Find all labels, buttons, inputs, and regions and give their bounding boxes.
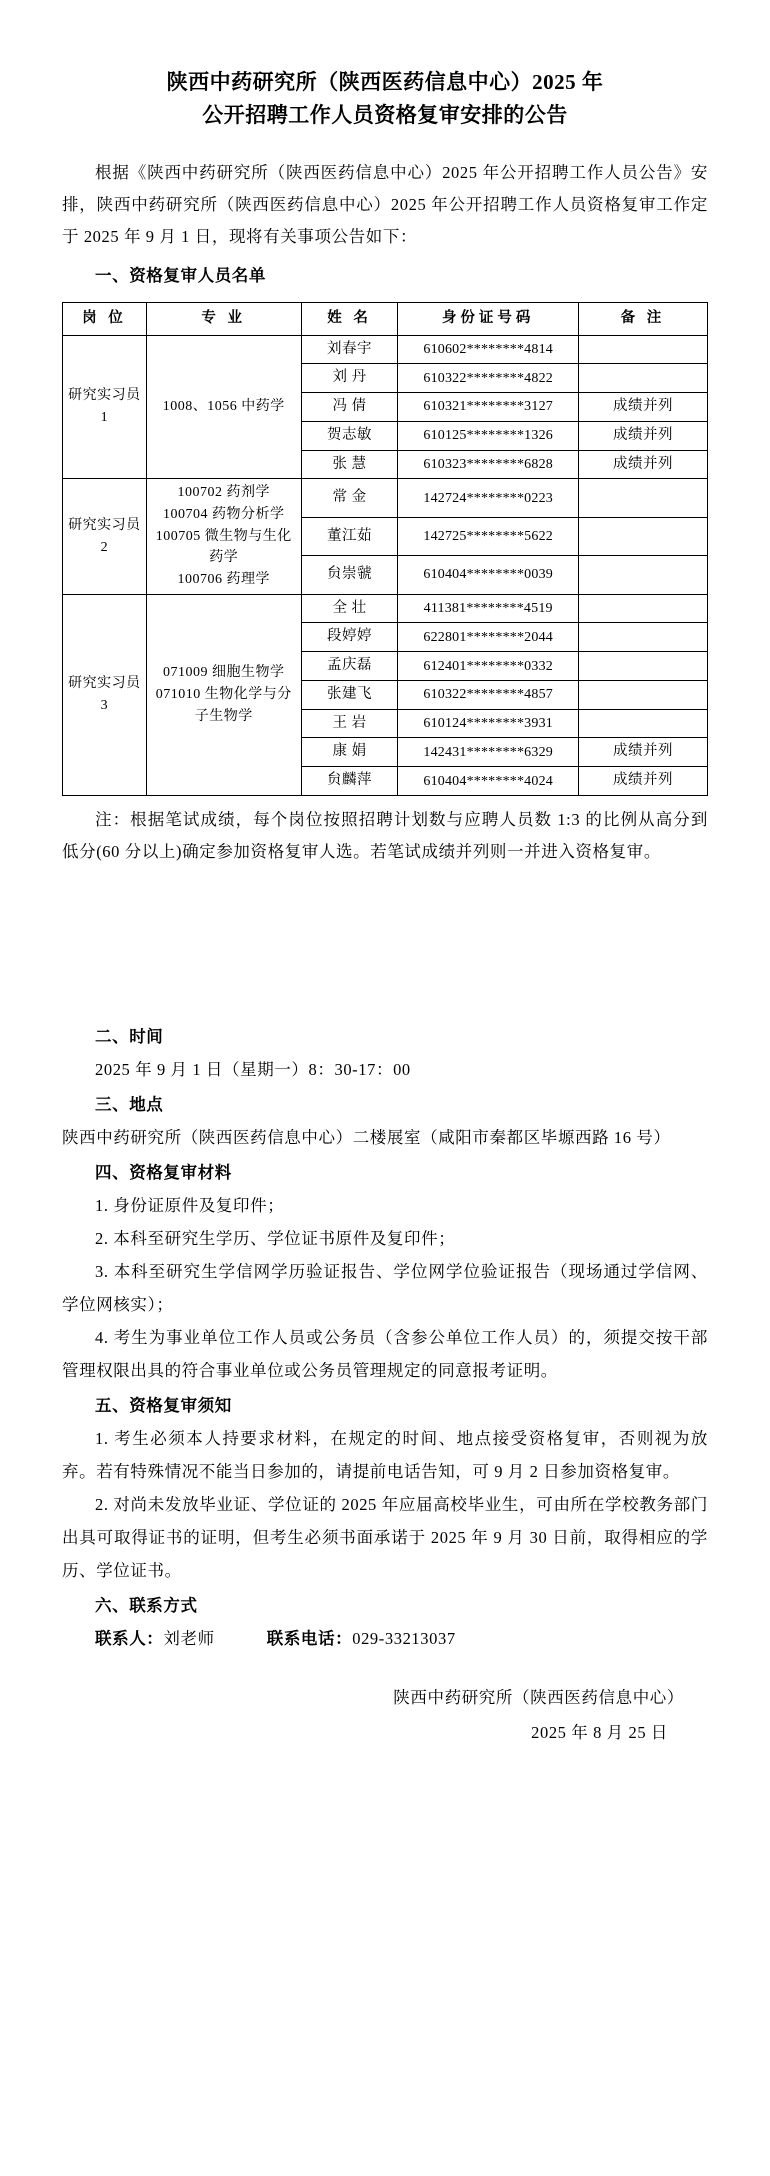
cell-note xyxy=(578,364,707,393)
intro-paragraph: 根据《陕西中药研究所（陕西医药信息中心）2025 年公开招聘工作人员公告》安排，陕西中药研究所（陕西医药信息中心）2025 年公开招聘工作人员资格复审工作定于 2025 年 9 月 1 日，现将有关事项公告如下： xyxy=(62,163,708,247)
section-heading-1: 一、资格复审人员名单 xyxy=(95,265,266,285)
section-heading-2: 二、时间 xyxy=(95,1027,164,1047)
cell-major: 100702 药剂学 100704 药物分析学 100705 微生物与生化药学 100706 药理学 xyxy=(146,479,301,594)
contact-person: 刘老师 xyxy=(163,1629,215,1649)
section-4-item-3: 3. 本科至研究生学信网学历验证报告、学位网学位验证报告（现场通过学信网、学位网核实）； xyxy=(62,1262,708,1315)
cell-note xyxy=(578,652,707,681)
cell-id-number: 622801********2044 xyxy=(398,623,579,652)
cell-id-number: 610321********3127 xyxy=(398,393,579,422)
cell-id-number: 610404********4024 xyxy=(398,767,579,796)
cell-name: 王 岩 xyxy=(301,709,398,738)
cell-id-number: 142724********0223 xyxy=(398,479,579,517)
cell-major: 1008、1056 中药学 xyxy=(146,335,301,479)
cell-name: 冯 倩 xyxy=(301,393,398,422)
cell-name: 贠麟萍 xyxy=(301,767,398,796)
cell-id-number: 610404********0039 xyxy=(398,556,579,595)
table-header-row xyxy=(63,302,708,335)
section-4-item-1: 1. 身份证原件及复印件； xyxy=(95,1196,285,1216)
page-title xyxy=(62,66,708,131)
cell-id-number: 612401********0332 xyxy=(398,652,579,681)
cell-id-number: 411381********4519 xyxy=(398,594,579,623)
cell-note: 成绩并列 xyxy=(578,738,707,767)
section-heading-6: 六、联系方式 xyxy=(95,1596,198,1616)
signature-date: 2025 年 8 月 25 日 xyxy=(531,1722,668,1742)
contact-phone: 029-33213037 xyxy=(352,1629,456,1649)
cell-note: 成绩并列 xyxy=(578,767,707,796)
cell-name: 刘春宇 xyxy=(301,335,398,364)
cell-name: 张 慧 xyxy=(301,450,398,479)
cell-name: 刘 丹 xyxy=(301,364,398,393)
table-header-post: 岗 位 xyxy=(63,302,147,335)
cell-id-number: 142725********5622 xyxy=(398,517,579,555)
cell-name: 董江茹 xyxy=(301,517,398,555)
contact-row xyxy=(62,1622,708,1655)
table-header-note: 备 注 xyxy=(578,302,707,335)
section-3-text: 陕西中药研究所（陕西医药信息中心）二楼展室（咸阳市秦都区毕塬西路 16 号） xyxy=(62,1128,671,1148)
page-title-line-2: 公开招聘工作人员资格复审安排的公告 xyxy=(202,102,568,127)
table-row xyxy=(63,335,708,364)
cell-note xyxy=(578,594,707,623)
contact-phone-label: 联系电话： xyxy=(266,1629,353,1649)
cell-id-number: 610323********6828 xyxy=(398,450,579,479)
cell-name: 贺志敏 xyxy=(301,421,398,450)
cell-note xyxy=(578,556,707,595)
cell-name: 康 娟 xyxy=(301,738,398,767)
cell-name: 全 壮 xyxy=(301,594,398,623)
cell-name: 张建飞 xyxy=(301,680,398,709)
spacer xyxy=(62,868,708,1018)
cell-note: 成绩并列 xyxy=(578,393,707,422)
cell-note xyxy=(578,335,707,364)
table-row xyxy=(63,594,708,623)
candidates-table-body xyxy=(63,335,708,795)
table-note: 注：根据笔试成绩，每个岗位按照招聘计划数与应聘人员数 1:3 的比例从高分到低分(60 分以上)确定参加资格复审人选。若笔试成绩并列则一并进入资格复审。 xyxy=(62,809,708,862)
section-heading-3: 三、地点 xyxy=(95,1095,164,1115)
cell-name: 段婷婷 xyxy=(301,623,398,652)
table-header-id: 身份证号码 xyxy=(398,302,579,335)
cell-id-number: 610322********4857 xyxy=(398,680,579,709)
section-heading-4: 四、资格复审材料 xyxy=(95,1163,232,1183)
table-header-major: 专 业 xyxy=(146,302,301,335)
section-heading-5: 五、资格复审须知 xyxy=(95,1396,232,1416)
cell-major: 071009 细胞生物学 071010 生物化学与分子生物学 xyxy=(146,594,301,795)
section-4-item-4: 4. 考生为事业单位工作人员或公务员（含参公单位工作人员）的，须提交按干部管理权限出具的符合事业单位或公务员管理规定的同意报考证明。 xyxy=(62,1328,708,1381)
cell-post: 研究实习员 1 xyxy=(63,335,147,479)
cell-note: 成绩并列 xyxy=(578,421,707,450)
signature-org: 陕西中药研究所（陕西医药信息中心） xyxy=(393,1688,684,1708)
cell-note xyxy=(578,709,707,738)
section-5-item-2: 2. 对尚未发放毕业证、学位证的 2025 年应届高校毕业生，可由所在学校教务部门出具可取得证书的证明，但考生必须书面承诺于 2025 年 9 月 30 日前，取得相应的学历、学位证书。 xyxy=(62,1495,708,1581)
cell-note xyxy=(578,517,707,555)
cell-name: 贠崇虢 xyxy=(301,556,398,595)
cell-id-number: 610322********4822 xyxy=(398,364,579,393)
cell-post: 研究实习员 2 xyxy=(63,479,147,594)
section-5-item-1: 1. 考生必须本人持要求材料，在规定的时间、地点接受资格复审，否则视为放弃。若有特殊情况不能当日参加的，请提前电话告知，可 9 月 2 日参加资格复审。 xyxy=(62,1429,708,1482)
cell-note: 成绩并列 xyxy=(578,450,707,479)
cell-id-number: 142431********6329 xyxy=(398,738,579,767)
cell-id-number: 610124********3931 xyxy=(398,709,579,738)
cell-note xyxy=(578,623,707,652)
cell-id-number: 610125********1326 xyxy=(398,421,579,450)
contact-person-label: 联系人： xyxy=(95,1629,164,1649)
table-header-name: 姓 名 xyxy=(301,302,398,335)
cell-name: 孟庆磊 xyxy=(301,652,398,681)
cell-note xyxy=(578,680,707,709)
section-4-item-2: 2. 本科至研究生学历、学位证书原件及复印件； xyxy=(95,1229,456,1249)
cell-name: 常 金 xyxy=(301,479,398,517)
cell-post: 研究实习员 3 xyxy=(63,594,147,795)
cell-note xyxy=(578,479,707,517)
candidates-table xyxy=(62,302,708,796)
signature-block xyxy=(62,1681,708,1750)
section-2-text: 2025 年 9 月 1 日（星期一）8：30-17：00 xyxy=(95,1060,411,1080)
cell-id-number: 610602********4814 xyxy=(398,335,579,364)
table-row xyxy=(63,479,708,517)
page-title-line-1: 陕西中药研究所（陕西医药信息中心）2025 年 xyxy=(166,70,604,94)
